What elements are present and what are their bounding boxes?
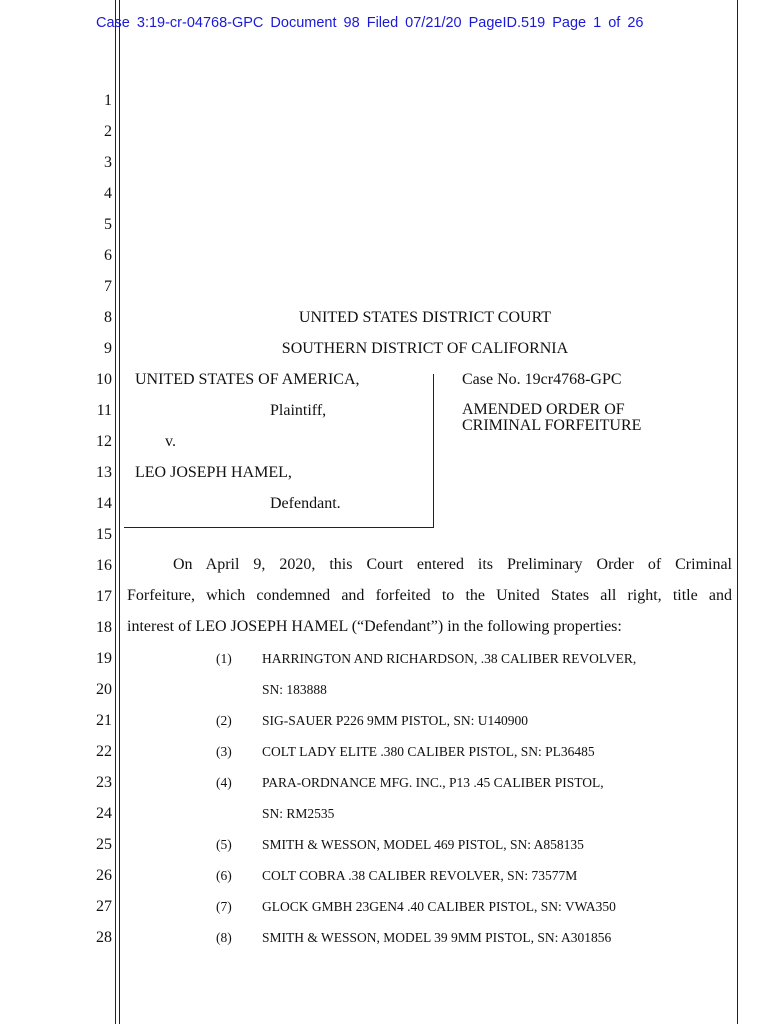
filing-header-stamp: Case 3:19-cr-04768-GPC Document 98 Filed 07/21/20 PageID.519 Page 1 of 26 <box>96 15 644 31</box>
property-number: (7) <box>216 899 232 914</box>
property-item: COLT LADY ELITE .380 CALIBER PISTOL, SN: PL36485 <box>262 744 595 759</box>
line-number: 2 <box>104 123 112 140</box>
line-number: 6 <box>104 247 112 264</box>
line-number: 24 <box>96 805 112 822</box>
plaintiff-role: Plaintiff, <box>270 402 327 419</box>
versus: v. <box>165 433 176 450</box>
left-margin-rule-2 <box>119 0 120 1024</box>
line-number: 22 <box>96 743 112 760</box>
caption-divider-horizontal <box>124 527 434 528</box>
property-number: (4) <box>216 775 232 790</box>
line-number: 10 <box>96 371 112 388</box>
line-number: 18 <box>96 619 112 636</box>
property-item: COLT COBRA .38 CALIBER REVOLVER, SN: 73577M <box>262 868 578 883</box>
line-number: 21 <box>96 712 112 729</box>
line-number: 7 <box>104 278 112 295</box>
property-number: (1) <box>216 651 232 666</box>
property-number: (5) <box>216 837 232 852</box>
document-title-line1: AMENDED ORDER OF <box>462 401 625 418</box>
line-number: 11 <box>96 402 112 419</box>
line-number: 1 <box>104 92 112 109</box>
line-number: 12 <box>96 433 112 450</box>
line-number: 26 <box>96 867 112 884</box>
case-number: Case No. 19cr4768-GPC <box>462 371 622 388</box>
right-margin-rule <box>737 0 738 1024</box>
property-item: PARA-ORDNANCE MFG. INC., P13 .45 CALIBER PISTOL, <box>262 775 604 790</box>
court-district: SOUTHERN DISTRICT OF CALIFORNIA <box>281 340 569 357</box>
line-number: 15 <box>96 526 112 543</box>
body-line-1: On April 9, 2020, this Court entered its Preliminary Order of Criminal <box>173 556 732 573</box>
line-number: 17 <box>96 588 112 605</box>
line-number: 27 <box>96 898 112 915</box>
body-line-3: interest of LEO JOSEPH HAMEL (“Defendant”) in the following properties: <box>127 618 622 635</box>
line-number: 25 <box>96 836 112 853</box>
line-number: 3 <box>104 154 112 171</box>
property-number: (6) <box>216 868 232 883</box>
line-number: 28 <box>96 929 112 946</box>
line-number: 23 <box>96 774 112 791</box>
line-number: 20 <box>96 681 112 698</box>
line-number: 13 <box>96 464 112 481</box>
property-item: SIG-SAUER P226 9MM PISTOL, SN: U140900 <box>262 713 529 728</box>
property-item: GLOCK GMBH 23GEN4 .40 CALIBER PISTOL, SN: VWA350 <box>262 899 616 914</box>
line-number: 5 <box>104 216 112 233</box>
defendant-name: LEO JOSEPH HAMEL, <box>135 464 292 481</box>
property-item-continued: SN: RM2535 <box>262 806 335 821</box>
property-number: (3) <box>216 744 232 759</box>
property-number: (8) <box>216 930 232 945</box>
line-number: 4 <box>104 185 112 202</box>
left-margin-rule-1 <box>115 0 116 1024</box>
property-item: SMITH & WESSON, MODEL 39 9MM PISTOL, SN: A301856 <box>262 930 612 945</box>
plaintiff-name: UNITED STATES OF AMERICA, <box>135 371 360 388</box>
body-line-2: Forfeiture, which condemned and forfeited to the United States all right, title and <box>127 587 732 604</box>
line-number: 14 <box>96 495 112 512</box>
document-title-line2: CRIMINAL FORFEITURE <box>462 417 642 434</box>
line-number: 9 <box>104 340 112 357</box>
caption-divider-vertical <box>433 374 434 528</box>
property-item: SMITH & WESSON, MODEL 469 PISTOL, SN: A858135 <box>262 837 584 852</box>
defendant-role: Defendant. <box>270 495 341 512</box>
line-number: 16 <box>96 557 112 574</box>
property-number: (2) <box>216 713 232 728</box>
line-number: 19 <box>96 650 112 667</box>
line-number: 8 <box>104 309 112 326</box>
property-item-continued: SN: 183888 <box>262 682 327 697</box>
court-name: UNITED STATES DISTRICT COURT <box>298 309 552 326</box>
property-item: HARRINGTON AND RICHARDSON, .38 CALIBER REVOLVER, <box>262 651 637 666</box>
